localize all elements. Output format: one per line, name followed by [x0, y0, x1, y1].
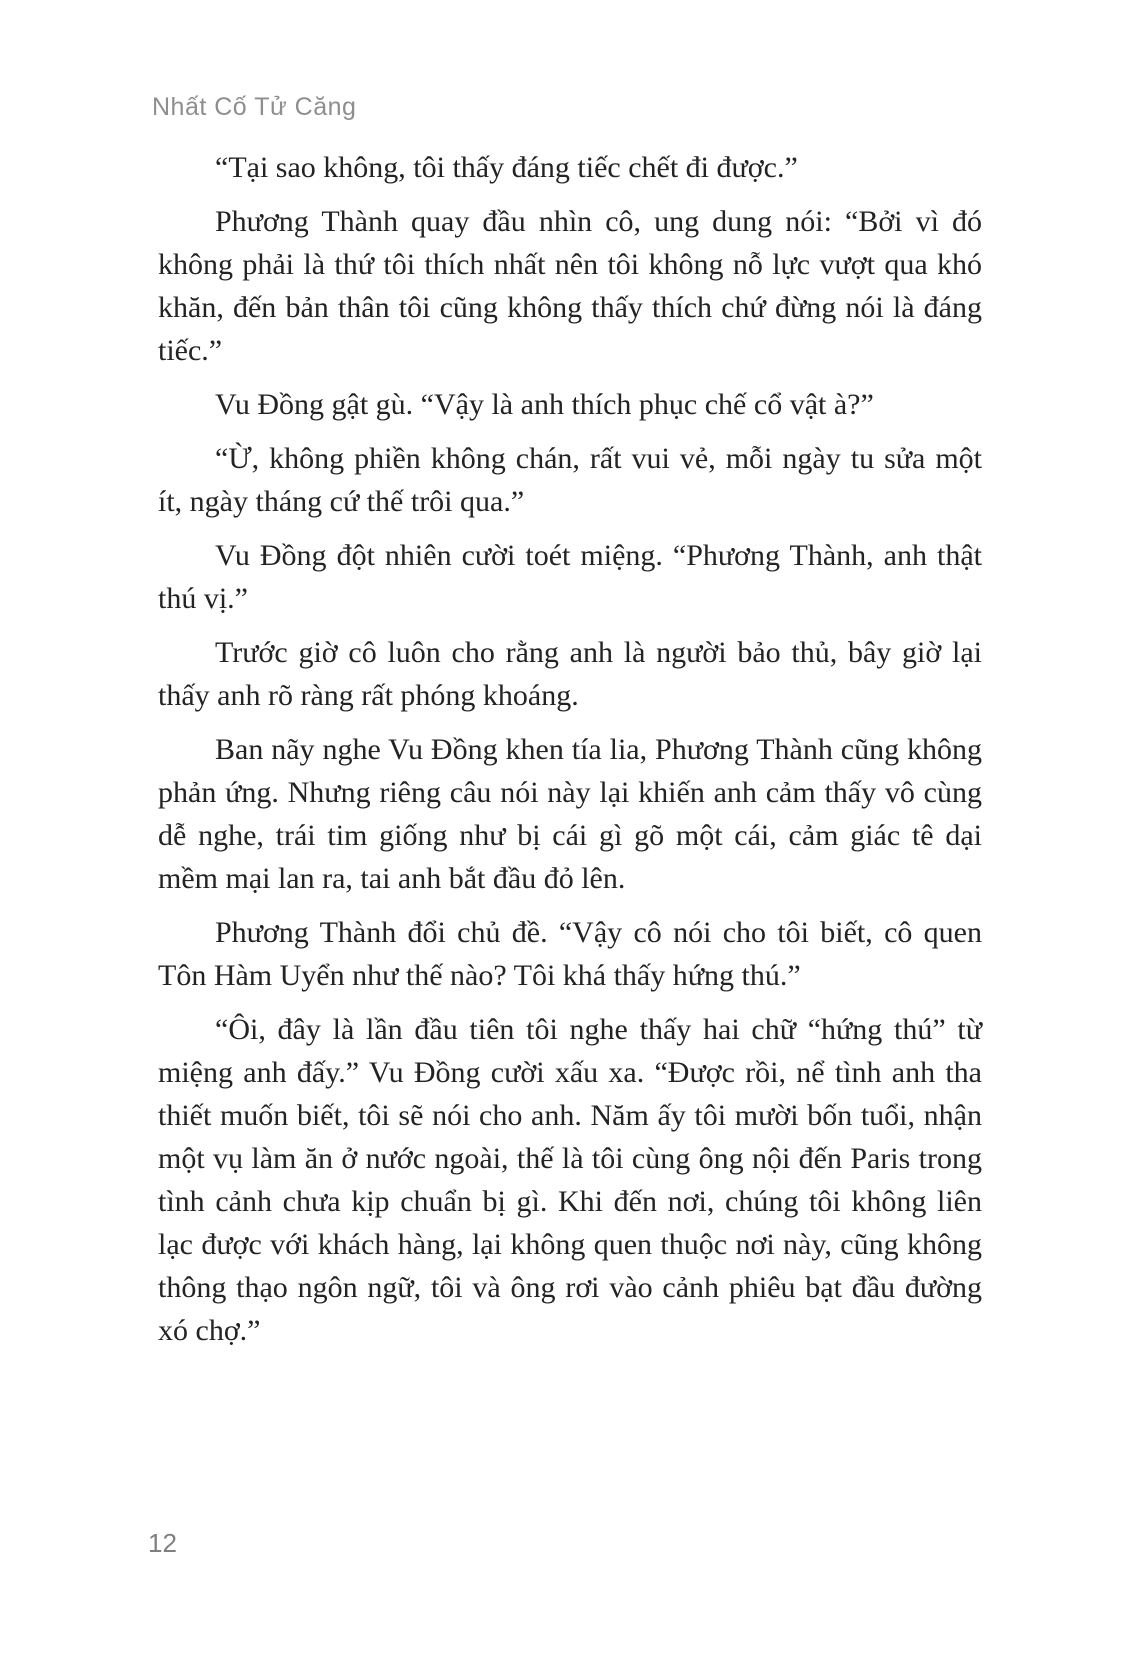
- paragraph: “Tại sao không, tôi thấy đáng tiếc chết đi được.”: [215, 151, 798, 184]
- paragraph: Phương Thành quay đầu nhìn cô, ung dung nói: “Bởi vì đó không phải là thứ tôi thích nhất nên tôi không nỗ lực vượt qua khó khăn, đến bản thân tôi cũng không thấy thích chứ đừng nói là đáng tiếc.”: [158, 205, 982, 367]
- paragraph: Vu Đồng đột nhiên cười toét miệng. “Phương Thành, anh thật thú vị.”: [158, 539, 982, 615]
- paragraph: Ban nãy nghe Vu Đồng khen tía lia, Phương Thành cũng không phản ứng. Nhưng riêng câu nói này lại khiến anh cảm thấy vô cùng dễ nghe, trái tim giống như bị cái gì gõ một cái, cảm giác tê dại mềm mại lan ra, tai anh bắt đầu đỏ lên.: [158, 733, 982, 895]
- page-number: 12: [148, 1528, 177, 1558]
- paragraph: “Ôi, đây là lần đầu tiên tôi nghe thấy hai chữ “hứng thú” từ miệng anh đấy.” Vu Đồng cười xấu xa. “Được rồi, nể tình anh tha thiết muốn biết, tôi sẽ nói cho anh. Năm ấy tôi mười bốn tuổi, nhận một vụ làm ăn ở nước ngoài, thế là tôi cùng ông nội đến Paris trong tình cảnh chưa kịp chuẩn bị gì. Khi đến nơi, chúng tôi không liên lạc được với khách hàng, lại không quen thuộc nơi này, cũng không thông thạo ngôn ngữ, tôi và ông rơi vào cảnh phiêu bạt đầu đường xó chợ.”: [158, 1013, 982, 1347]
- paragraph: “Ừ, không phiền không chán, rất vui vẻ, mỗi ngày tu sửa một ít, ngày tháng cứ thế trôi qua.”: [158, 442, 982, 518]
- body-text-block: [158, 146, 982, 1352]
- paragraph: Vu Đồng gật gù. “Vậy là anh thích phục chế cổ vật à?”: [215, 388, 874, 421]
- paragraph: Phương Thành đổi chủ đề. “Vậy cô nói cho tôi biết, cô quen Tôn Hàm Uyển như thế nào? Tôi khá thấy hứng thú.”: [158, 916, 982, 992]
- running-header: Nhất Cố Tử Căng: [152, 93, 357, 121]
- paragraph: Trước giờ cô luôn cho rằng anh là người bảo thủ, bây giờ lại thấy anh rõ ràng rất phóng khoáng.: [158, 636, 982, 712]
